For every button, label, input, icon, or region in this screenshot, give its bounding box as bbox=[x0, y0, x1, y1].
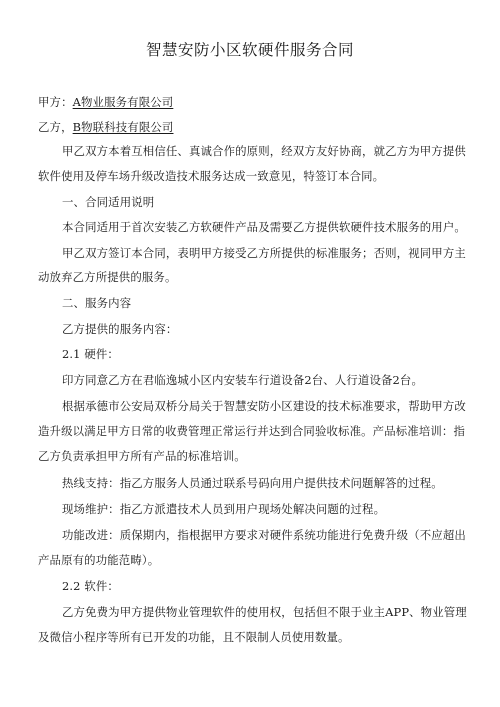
paragraph-line: 印方同意乙方在君临逸城小区内安装车行道设备2台、人行道设备2台。 bbox=[62, 373, 424, 387]
paragraph-line: 软件使用及停车场升级改造技术服务达成一致意见，特签订本合同。 bbox=[38, 169, 385, 183]
subsection-heading: 2.2 软件： bbox=[62, 579, 119, 593]
paragraph-line: 动放弃乙方所提供的服务。 bbox=[38, 270, 177, 284]
paragraph-line: 造升级以满足甲方日常的收费管理正常运行并达到合同验收标准。产品标准培训：指 bbox=[38, 424, 466, 438]
section-heading: 二、服务内容 bbox=[62, 296, 132, 310]
paragraph-line: 甲乙双方签订本合同，表明甲方接受乙方所提供的标准服务；否则，视同甲方主 bbox=[62, 246, 466, 260]
paragraph-line: 甲乙双方本着互相信任、真诚合作的原则，经双方友好协商，就乙方为甲方提供 bbox=[62, 144, 466, 158]
party-b-label: 乙方， bbox=[38, 120, 73, 134]
document-title: 智慧安防小区软硬件服务合同 bbox=[145, 41, 354, 59]
paragraph-line: 热线支持：指乙方服务人员通过联系号码向用户提供技术问题解答的过程。 bbox=[62, 476, 443, 490]
party-b-name: B物联科技有限公司 bbox=[72, 120, 174, 134]
party-b-line bbox=[38, 119, 468, 135]
paragraph-line: 产品原有的功能范畴）。 bbox=[38, 553, 160, 567]
party-a-line bbox=[38, 94, 468, 110]
party-a-name: A物业服务有限公司 bbox=[72, 95, 174, 109]
section-heading: 一、合同适用说明 bbox=[62, 195, 155, 209]
paragraph-line: 乙方免费为甲方提供物业管理软件的使用权，包括但不限于业主APP、物业管理 bbox=[62, 605, 467, 619]
paragraph-line: 及微信小程序等所有已开发的功能，且不限制人员使用数量。 bbox=[38, 630, 350, 644]
paragraph-line: 根据承德市公安局双桥分局关于智慧安防小区建设的技术标准要求，帮助甲方改 bbox=[62, 399, 466, 413]
paragraph-line: 本合同适用于首次安装乙方软硬件产品及需要乙方提供软硬件技术服务的用户。 bbox=[62, 220, 466, 234]
paragraph-line: 功能改进：质保期内，指根据甲方要求对硬件系统功能进行免费升级（不应超出 bbox=[62, 528, 466, 542]
paragraph-line: 现场维护：指乙方派遣技术人员到用户现场处解决问题的过程。 bbox=[62, 502, 386, 516]
paragraph-line: 乙方负责承担甲方所有产品的标准培训。 bbox=[38, 449, 246, 463]
subsection-heading: 2.1 硬件： bbox=[62, 347, 119, 361]
party-a-label: 甲方： bbox=[38, 95, 73, 109]
paragraph-line: 乙方提供的服务内容： bbox=[62, 322, 178, 336]
